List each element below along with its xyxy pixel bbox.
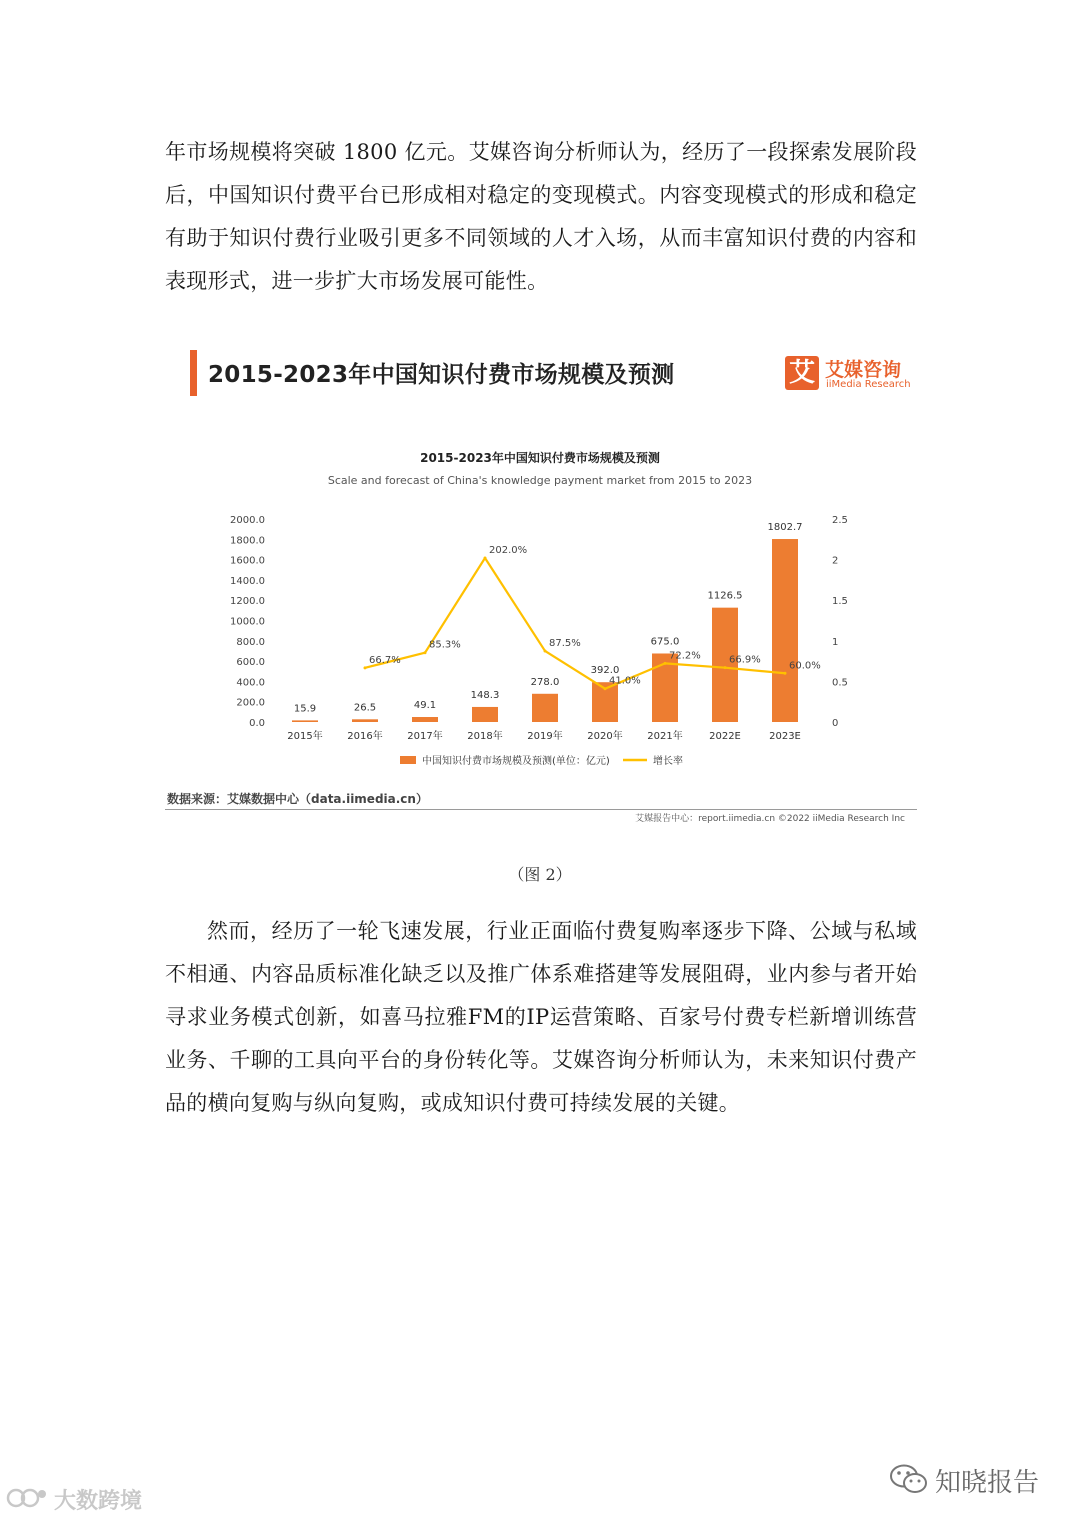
divider	[165, 809, 917, 810]
watermark-right	[888, 1460, 1058, 1500]
x-axis-labels	[287, 729, 801, 742]
bar	[532, 694, 558, 722]
outro-paragraph: 然而，经历了一轮飞速发展，行业正面临付费复购率逐步下降、公域与私域不相通、内容品质标准化缺乏以及推广体系难搭建等发展阻碍，业内参与者开始寻求业务模式创新，如喜马拉雅FM的IP运营策略、百家号付费专栏新增训练营业务、千聊的工具向平台的身份转化等。艾媒咨询分析师认为，未来知识付费产品的横向复购与纵向复购，或成知识付费可持续发展的关键。	[165, 919, 917, 1115]
report-header	[190, 350, 910, 398]
logo-name: 艾媒咨询	[825, 359, 902, 381]
figure-caption: （图 2）	[508, 865, 572, 884]
y-left-tick-label: 2000.0	[230, 515, 265, 526]
growth-rate-point	[424, 651, 427, 654]
bar	[352, 719, 378, 722]
y-right-tick-label: 2.5	[832, 515, 848, 526]
growth-rate-point	[604, 687, 607, 690]
iimedia-logo	[785, 356, 911, 392]
logo-mark: 艾	[785, 356, 819, 390]
y-left-tick-label: 600.0	[236, 657, 265, 669]
x-tick-label: 2023E	[769, 731, 801, 742]
bar	[772, 539, 798, 722]
chart-title: 2015-2023年中国知识付费市场规模及预测	[420, 451, 660, 465]
growth-rate-point	[784, 672, 787, 675]
x-tick-label: 2016年	[347, 731, 383, 742]
watermark-logo-icon	[6, 1484, 50, 1512]
bar-series	[292, 539, 798, 722]
bar-value-label: 148.3	[470, 689, 500, 701]
growth-rate-point	[724, 666, 727, 669]
report-footer: 艾媒报告中心：report.iimedia.cn ©2022 iiMedia Research Inc	[635, 814, 905, 824]
y-right-tick-label: 0.5	[832, 677, 848, 689]
y-right-tick-label: 1	[832, 636, 839, 648]
y-left-tick-label: 1400.0	[230, 575, 265, 587]
header-accent-bar	[190, 350, 197, 396]
legend-label-bar: 中国知识付费市场规模及预测(单位：亿元)	[422, 756, 610, 767]
y-right-tick-label: 2	[832, 555, 839, 567]
logo-subtitle: iiMedia Research	[826, 379, 911, 390]
x-tick-label: 2015年	[287, 731, 323, 742]
y-left-tick-label: 1600.0	[230, 555, 265, 567]
market-size-chart	[160, 435, 880, 775]
watermark-left-text: 大数跨境	[54, 1489, 143, 1514]
growth-rate-label: 202.0%	[489, 544, 528, 556]
growth-rate-label: 60.0%	[789, 660, 821, 672]
bar-value-label: 49.1	[413, 700, 437, 712]
chart-subtitle: Scale and forecast of China's knowledge payment market from 2015 to 2023	[327, 474, 753, 487]
bar-value-label: 1126.5	[707, 590, 743, 602]
growth-rate-label: 72.2%	[669, 650, 701, 662]
y-right-tick-label: 1.5	[832, 596, 848, 608]
growth-rate-point	[484, 556, 487, 559]
y-left-tick-label: 1200.0	[230, 596, 265, 608]
report-title: 2015-2023年中国知识付费市场规模及预测	[208, 362, 675, 388]
x-tick-label: 2021年	[647, 731, 683, 742]
x-tick-label: 2017年	[407, 731, 443, 742]
x-tick-label: 2018年	[467, 731, 503, 742]
y-left-tick-label: 1000.0	[230, 616, 265, 628]
data-source: 数据来源：艾媒数据中心（data.iimedia.cn）	[167, 792, 428, 806]
bar-value-label: 675.0	[650, 636, 680, 648]
growth-rate-label: 87.5%	[549, 637, 581, 649]
x-tick-label: 2020年	[587, 731, 623, 742]
bar-value-label: 1802.7	[767, 522, 803, 534]
bar-value-label: 15.9	[293, 703, 317, 715]
bar	[412, 717, 438, 722]
growth-rate-point	[364, 666, 367, 669]
y-left-tick-label: 800.0	[236, 636, 265, 648]
y-left-tick-label: 200.0	[236, 697, 265, 709]
growth-rate-point	[664, 662, 667, 665]
y-right-tick-label: 0	[832, 718, 839, 729]
growth-rate-label: 66.7%	[369, 654, 401, 666]
chart-legend	[400, 754, 683, 767]
right-axis	[832, 515, 848, 729]
wechat-icon	[888, 1462, 930, 1496]
growth-rate-label: 41.0%	[609, 675, 641, 687]
legend-swatch-bar	[400, 756, 416, 764]
bar-value-label: 26.5	[353, 702, 377, 714]
growth-rate-point	[544, 649, 547, 652]
watermark-right-text: 知晓报告	[935, 1468, 1040, 1498]
y-left-tick-label: 1800.0	[230, 535, 265, 547]
bar-value-label: 278.0	[530, 676, 560, 688]
source-row	[165, 790, 917, 824]
x-tick-label: 2019年	[527, 731, 563, 742]
y-left-tick-label: 0.0	[249, 718, 265, 729]
x-tick-label: 2022E	[709, 731, 741, 742]
bar-value-label: 392.0	[590, 665, 620, 677]
growth-rate-label: 85.3%	[429, 639, 461, 651]
intro-paragraph: 年市场规模将突破 1800 亿元。艾媒咨询分析师认为，经历了一段探索发展阶段后，中国知识付费平台已形成相对稳定的变现模式。内容变现模式的形成和稳定有助于知识付费行业吸引更多不同领域的人才入场，从而丰富知识付费的内容和表现形式，进一步扩大市场发展可能性。	[165, 140, 917, 293]
growth-rate-label: 66.9%	[729, 654, 761, 666]
bar	[292, 720, 318, 722]
left-axis	[230, 515, 265, 729]
legend-label-line: 增长率	[653, 756, 683, 767]
bar	[472, 707, 498, 722]
watermark-left	[6, 1482, 156, 1518]
y-left-tick-label: 400.0	[236, 677, 265, 689]
